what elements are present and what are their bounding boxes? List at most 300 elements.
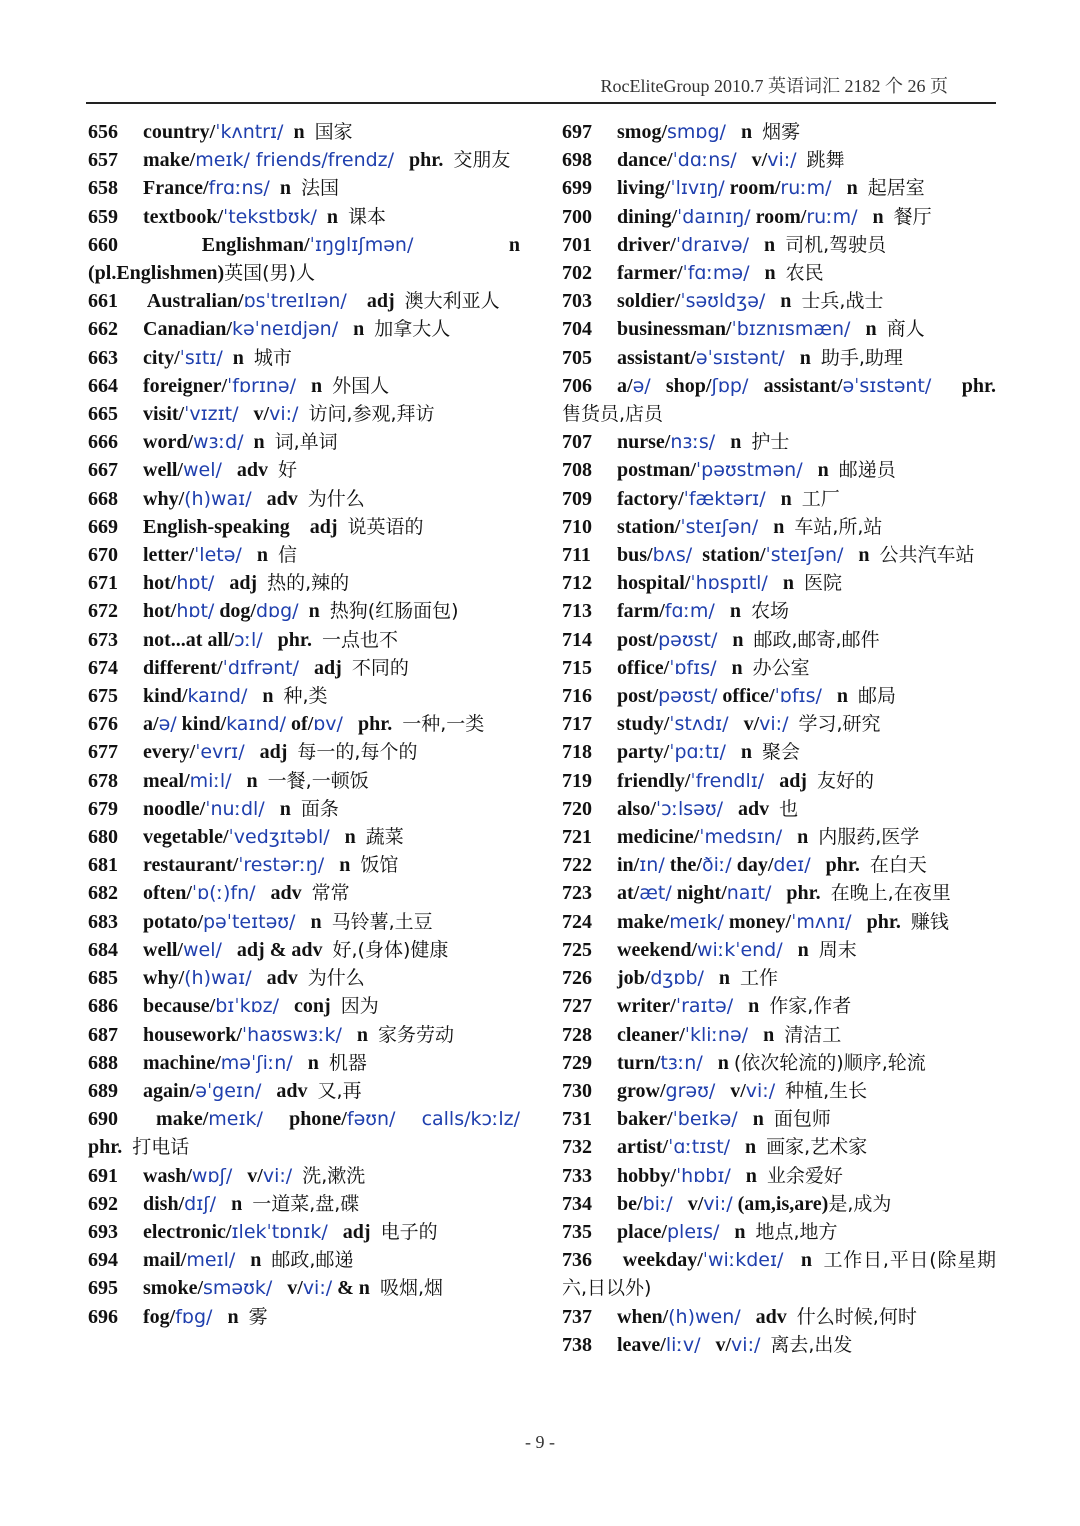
entry-word: France/ — [143, 177, 209, 200]
entry-meaning: 烟雾 — [762, 121, 801, 143]
entry-word: weekday/ — [617, 1249, 703, 1272]
entry-number: 722 — [562, 854, 592, 877]
entry-number: 717 — [562, 713, 592, 736]
entry-phonetic: vi:/ — [759, 713, 789, 736]
entry-word: n — [292, 1051, 329, 1074]
entry-meaning: 常常 — [311, 882, 350, 905]
entry-word: country/ — [143, 121, 216, 143]
entry-phonetic: ˈkliːnə/ — [684, 1023, 749, 1046]
entry-word: adj — [764, 769, 817, 792]
entry-phonetic: ˈraɪtə/ — [675, 995, 734, 1018]
entry-number: 702 — [562, 262, 592, 285]
entry-word: medicine/ — [617, 826, 700, 849]
entry-phonetic: ˈdɪfrənt/ — [222, 656, 300, 679]
entry-number: 665 — [88, 403, 118, 426]
entry-phonetic: wɒʃ/ — [191, 1164, 233, 1187]
vocab-entry — [562, 654, 996, 682]
vocab-entry — [88, 315, 520, 343]
vocab-entry — [562, 879, 996, 907]
entry-word: n — [730, 1164, 767, 1187]
vocab-entry — [562, 1331, 996, 1359]
vocab-entry — [88, 710, 520, 738]
entry-word: baker/ — [617, 1108, 673, 1131]
entry-number: 710 — [562, 515, 592, 538]
entry-word: turn/ — [617, 1051, 661, 1074]
entry-phonetic: liːv/ — [665, 1333, 701, 1356]
vocab-entry — [88, 456, 520, 484]
entry-word: n — [725, 741, 763, 764]
entry-number: 688 — [88, 1051, 118, 1074]
entry-word: factory/ — [617, 487, 684, 510]
entry-word — [760, 1334, 770, 1356]
entry-word: why/ — [143, 967, 185, 990]
entry-number: 731 — [562, 1108, 592, 1131]
vocab-entry — [562, 597, 996, 625]
vocab-entry — [562, 1190, 996, 1218]
vocab-entry — [88, 344, 520, 372]
entry-phonetic: ˈɑːtɪst/ — [668, 1136, 731, 1159]
entry-phonetic: ˈwiːkdeɪ/ — [702, 1249, 784, 1272]
vocab-entry — [562, 372, 996, 428]
entry-meaning: 在晚上,在夜里 — [830, 882, 951, 905]
entry-meaning: 澳大利亚人 — [404, 290, 500, 313]
entry-word: adv — [255, 882, 312, 905]
entry-meaning: 国家 — [314, 121, 353, 143]
entry-word: city/ — [143, 346, 180, 369]
entry-number: 660 — [88, 233, 118, 256]
entry-meaning: 交朋友 — [453, 149, 511, 172]
entry-phonetic: calls/kɔːlz/ — [421, 1108, 521, 1131]
entry-phonetic: ˈbeɪkə/ — [672, 1108, 738, 1131]
entry-number: 711 — [562, 544, 591, 567]
entry-word: kind/ — [143, 685, 188, 708]
entry-meaning: 又,再 — [317, 1079, 362, 1102]
entry-number: 725 — [562, 938, 592, 961]
entry-word: a/ — [143, 713, 159, 736]
entry-word: station/ — [617, 515, 681, 538]
entry-phonetic: tɜːn/ — [660, 1051, 703, 1074]
entry-meaning: 业余爱好 — [766, 1164, 843, 1187]
entry-phonetic: bʌs/ — [652, 544, 693, 567]
entry-phonetic: fəʊn/ — [346, 1108, 396, 1131]
entry-phonetic: kaɪnd/ — [187, 685, 248, 708]
entry-meaning: 蔬菜 — [365, 826, 404, 849]
entry-meaning: 什么时候,何时 — [796, 1305, 917, 1328]
vocab-entry — [562, 851, 996, 879]
entry-word: n — [296, 374, 333, 397]
vocab-entry — [88, 287, 520, 315]
entry-meaning: 邮政,邮递 — [271, 1249, 354, 1272]
entry-number: 692 — [88, 1192, 118, 1215]
entry-word: farm/ — [617, 600, 665, 623]
entry-word: n — [802, 459, 839, 482]
vocab-entry — [88, 908, 520, 936]
vocab-entry — [562, 908, 996, 936]
entry-number: 686 — [88, 995, 118, 1018]
entry-phonetic: grəʊ/ — [665, 1079, 716, 1102]
vocab-entry — [88, 992, 520, 1020]
entry-number: 703 — [562, 290, 592, 313]
vocab-entry — [88, 626, 520, 654]
entry-meaning: 一点也不 — [321, 628, 398, 651]
vocab-entry — [88, 795, 520, 823]
entry-phonetic: ˈhaʊswɜːk/ — [241, 1023, 342, 1046]
entry-word: n — [782, 826, 819, 849]
entry-phonetic: pəʊst/ — [658, 628, 718, 651]
entry-number: 669 — [88, 515, 118, 538]
vocab-entry — [562, 682, 996, 710]
page-number: - 9 - — [525, 1432, 555, 1452]
entry-phonetic: ˈstʌdɪ/ — [669, 713, 729, 736]
entry-word: adj — [214, 572, 268, 595]
right-column — [562, 118, 996, 1359]
entry-number: 663 — [88, 346, 118, 369]
entry-phonetic: ˈfæktərɪ/ — [683, 487, 766, 510]
vocab-entry — [88, 1021, 520, 1049]
vocab-entry — [88, 146, 520, 174]
entry-word: fog/ — [143, 1305, 176, 1328]
vocab-entry — [88, 118, 520, 146]
entry-phonetic: miːl/ — [189, 769, 232, 792]
vocab-entry — [88, 1303, 520, 1331]
entry-meaning: 种植,生长 — [785, 1079, 868, 1102]
entry-meaning: 家务劳动 — [378, 1023, 455, 1046]
entry-meaning: 种,类 — [283, 685, 328, 708]
entry-number: 719 — [562, 769, 592, 792]
entry-word: noodle/ — [143, 797, 206, 820]
entry-meaning: 工厂 — [801, 487, 840, 510]
entry-meaning: 聚会 — [762, 741, 801, 764]
entry-word: v/ — [700, 1333, 732, 1356]
entry-meaning: 机器 — [328, 1051, 367, 1074]
vocab-entry — [88, 485, 520, 513]
vocab-entry — [562, 118, 996, 146]
vocab-entry — [88, 1246, 520, 1274]
entry-word: at/ — [617, 882, 640, 905]
entry-meaning: 是,成为 — [828, 1192, 892, 1215]
entry-meaning: 为什么 — [307, 487, 365, 510]
vocab-entry — [562, 541, 996, 569]
entry-meaning: 马铃薯,土豆 — [331, 910, 433, 933]
entry-meaning: 每一的,每个的 — [297, 741, 418, 764]
entry-word: every/ — [143, 741, 196, 764]
entry-number: 682 — [88, 882, 118, 905]
entry-number: 687 — [88, 1023, 118, 1046]
vocab-entry — [562, 1021, 996, 1049]
entry-word: phone/ — [262, 1108, 347, 1131]
vocab-entry — [562, 964, 996, 992]
entry-meaning: 外国人 — [332, 374, 390, 397]
entry-phonetic: ˈvedʒɪtəbl/ — [228, 826, 330, 849]
entry-word: phr. — [262, 628, 322, 651]
entry-word: adj — [299, 656, 352, 679]
entry-word: room/ — [750, 205, 807, 228]
entry-number: 656 — [88, 121, 118, 143]
entry-word: foreigner/ — [143, 374, 228, 397]
entry-meaning: 护士 — [751, 431, 790, 454]
vocab-entry — [562, 315, 996, 343]
entry-phonetic: ˈɒ(ː)fn/ — [191, 882, 256, 905]
entry-word — [797, 149, 807, 171]
vocab-entry — [88, 879, 520, 907]
entry-word: n — [715, 431, 752, 454]
entry-phonetic: ˈɔːlsəʊ/ — [655, 797, 723, 820]
entry-word: adj & adv — [221, 938, 333, 961]
entry-number: 728 — [562, 1023, 592, 1046]
entry-word: n — [749, 233, 786, 256]
entry-phonetic: deɪ/ — [773, 854, 811, 877]
entry-word: housework/ — [143, 1023, 242, 1046]
entry-meaning: 画家,艺术家 — [766, 1136, 868, 1159]
entry-word: n — [338, 318, 375, 341]
entry-word: kind/ — [176, 713, 227, 736]
entry-phonetic: vi:/ — [731, 1333, 761, 1356]
entry-phonetic: ˈfrendlɪ/ — [690, 769, 765, 792]
entry-word: postman/ — [617, 459, 696, 482]
entry-word: adj — [346, 290, 405, 313]
vocab-entry — [562, 259, 996, 287]
entry-word: n — [784, 346, 821, 369]
entry-phonetic: hɒt/ — [176, 600, 215, 623]
vocab-entry — [562, 287, 996, 315]
entry-meaning: 洗,漱洗 — [302, 1164, 366, 1187]
entry-word: n — [269, 177, 301, 200]
entry-phonetic: ruːm/ — [806, 205, 858, 228]
entry-word: writer/ — [617, 995, 676, 1018]
entry-number: 704 — [562, 318, 592, 341]
vocab-entry — [88, 964, 520, 992]
page-header — [86, 72, 996, 104]
entry-meaning: 加拿大人 — [374, 318, 451, 341]
entry-phonetic: vi:/ — [745, 1079, 776, 1102]
entry-word: a/ — [617, 374, 633, 397]
entry-word: adv — [251, 967, 308, 990]
entry-word: v/ — [232, 1164, 263, 1187]
entry-word: often/ — [143, 882, 192, 905]
vocab-entry — [562, 485, 996, 513]
entry-word: n — [733, 995, 770, 1018]
entry-meaning: (依次轮流的)顺序,轮流 — [733, 1051, 926, 1074]
entry-word: post/ — [617, 628, 659, 651]
vocab-entry — [562, 344, 996, 372]
entry-phonetic: ˈbɪznɪsmæn/ — [731, 318, 851, 341]
entry-number: 715 — [562, 656, 592, 679]
entry-phonetic: ruːm/ — [780, 177, 832, 200]
entry-phonetic: hɒt/ — [176, 572, 215, 595]
entry-meaning: 一道菜,盘,碟 — [252, 1192, 360, 1215]
entry-meaning: 打电话 — [132, 1136, 190, 1159]
entry-phonetic: ˈkʌntrɪ/ — [215, 121, 284, 143]
entry-meaning: 法国 — [300, 177, 339, 200]
entry-phonetic: meɪk/ — [669, 910, 724, 933]
entry-number: 681 — [88, 854, 118, 877]
entry-word: n — [730, 1136, 767, 1159]
vocab-entry — [562, 203, 996, 231]
entry-word: party/ — [617, 741, 670, 764]
entry-word: be/ — [617, 1192, 643, 1215]
vocab-entry — [88, 174, 520, 202]
vocab-entry — [88, 400, 520, 428]
vocab-entry — [88, 1274, 520, 1302]
entry-meaning: 不同的 — [351, 656, 409, 679]
vocab-entry — [88, 823, 520, 851]
vocab-entry — [88, 372, 520, 400]
entry-word: living/ — [617, 177, 671, 200]
entry-word: also/ — [617, 797, 656, 820]
entry-word: n — [235, 1249, 272, 1272]
entry-meaning: 因为 — [340, 995, 379, 1018]
entry-word: hot/ — [143, 600, 177, 623]
entry-phonetic: ˈhɒspɪtl/ — [690, 572, 768, 595]
vocab-entry — [562, 1133, 996, 1161]
entry-number: 671 — [88, 572, 118, 595]
entry-meaning: 邮递员 — [838, 459, 896, 482]
entry-number: 699 — [562, 177, 592, 200]
entry-number: 661 — [88, 290, 118, 313]
entry-word: word/ — [143, 431, 193, 454]
entry-word: Englishman/ — [143, 233, 310, 256]
vocab-entry — [562, 428, 996, 456]
entry-number: 726 — [562, 967, 592, 990]
entry-meaning: 城市 — [253, 346, 292, 369]
entry-word — [298, 403, 308, 425]
entry-word: adv — [261, 1079, 318, 1102]
entry-number: 683 — [88, 910, 118, 933]
entry-number: 723 — [562, 882, 592, 905]
entry-phonetic: frɑːns/ — [208, 177, 270, 200]
entry-number: 672 — [88, 600, 118, 623]
entry-word — [395, 1108, 421, 1130]
entry-word: wash/ — [143, 1164, 192, 1187]
entry-meaning: 内服药,医学 — [818, 826, 920, 849]
entry-word: visit/ — [143, 403, 185, 426]
entry-number: 694 — [88, 1249, 118, 1272]
entry-phonetic: vi:/ — [269, 403, 299, 426]
entry-phonetic: kəˈneɪdjən/ — [231, 318, 339, 341]
vocab-entry — [562, 569, 996, 597]
entry-word: job/ — [617, 967, 651, 990]
entry-phonetic: fɑːm/ — [664, 600, 715, 623]
entry-phonetic: ˈsteɪʃən/ — [765, 544, 844, 567]
vocab-entry — [88, 1218, 520, 1246]
entry-meaning: 售货员,店员 — [562, 403, 664, 426]
entry-number: 696 — [88, 1305, 118, 1328]
entry-word: hospital/ — [617, 572, 691, 595]
entry-phonetic: vi:/ — [703, 1192, 733, 1215]
entry-word: in/ — [617, 854, 640, 877]
entry-phonetic: ˈsɪtɪ/ — [179, 346, 223, 369]
entry-number: 737 — [562, 1305, 592, 1328]
vocab-entry — [562, 174, 996, 202]
vocab-entry — [562, 231, 996, 259]
entry-meaning: 邮局 — [858, 685, 897, 708]
entry-word: businessman/ — [617, 318, 732, 341]
entry-meaning: 雾 — [248, 1305, 268, 1328]
entry-meaning: 饭馆 — [360, 854, 399, 877]
entry-word: n — [216, 1192, 253, 1215]
entry-number: 668 — [88, 487, 118, 510]
entry-word: make/ — [617, 910, 670, 933]
vocab-entry — [562, 767, 996, 795]
entry-word: n — [714, 600, 751, 623]
vocab-entry — [562, 738, 996, 766]
entry-word: grow/ — [617, 1079, 666, 1102]
entry-word: n — [316, 205, 349, 228]
entry-meaning: 词,单词 — [274, 431, 338, 454]
entry-phonetic: wiːkˈend/ — [697, 938, 783, 961]
entry-number: 697 — [562, 121, 592, 143]
entry-meaning: 商人 — [886, 318, 925, 341]
entry-word: potato/ — [143, 910, 203, 933]
entry-phonetic: (h)waɪ/ — [184, 487, 252, 510]
entry-number: 709 — [562, 487, 592, 510]
vocab-entry — [88, 936, 520, 964]
entry-meaning: 离去,出发 — [770, 1333, 853, 1356]
entry-number: 708 — [562, 459, 592, 482]
entry-word: cleaner/ — [617, 1023, 685, 1046]
entry-number: 662 — [88, 318, 118, 341]
entry-meaning: 也 — [779, 797, 799, 820]
entry-number: 724 — [562, 910, 592, 933]
entry-phonetic: dʒɒb/ — [650, 967, 704, 990]
entry-meaning: 电子的 — [380, 1220, 438, 1243]
vocab-entry — [88, 1077, 520, 1105]
entry-phonetic: ˈdɑːns/ — [672, 149, 737, 172]
entry-word: n — [719, 1220, 756, 1243]
entry-phonetic: əˈgeɪn/ — [195, 1079, 262, 1102]
entry-word: machine/ — [143, 1051, 221, 1074]
entry-phonetic: ə/ — [158, 713, 177, 736]
entry-meaning: 信 — [277, 544, 297, 567]
entry-word: smoke/ — [143, 1277, 203, 1300]
entry-meaning: 作家,作者 — [769, 995, 852, 1018]
entry-word: n — [749, 262, 786, 285]
entry-number: 738 — [562, 1333, 592, 1356]
entry-word: of/ — [286, 713, 314, 736]
entry-word: Canadian/ — [143, 318, 232, 341]
entry-phonetic: ˈtekstbʊk/ — [223, 205, 317, 228]
entry-number: 729 — [562, 1051, 592, 1074]
entry-word — [788, 713, 798, 735]
entry-word: leave/ — [617, 1333, 666, 1356]
entry-phonetic: ɒv/ — [313, 713, 343, 736]
entry-phonetic: ˈsəʊldʒə/ — [680, 290, 766, 313]
entry-meaning: 工作日,平日(除星期六,日以外) — [562, 1249, 997, 1300]
entry-word: adj — [327, 1220, 381, 1243]
entry-word: assistant/ — [748, 374, 843, 397]
entry-phonetic: məˈʃiːn/ — [220, 1051, 293, 1074]
entry-word: v/ — [728, 713, 760, 736]
entry-word: place/ — [617, 1220, 667, 1243]
entry-number: 706 — [562, 374, 592, 397]
entry-word: hot/ — [143, 572, 177, 595]
entry-phonetic: meɪl/ — [186, 1249, 236, 1272]
entry-number: 718 — [562, 741, 592, 764]
entry-word: n — [212, 1305, 249, 1328]
entry-meaning: 工作 — [740, 967, 779, 990]
entry-phonetic: ˈevrɪ/ — [195, 741, 245, 764]
entry-word: nurse/ — [617, 431, 671, 454]
entry-phonetic: (h)wen/ — [668, 1305, 741, 1328]
entry-word: n — [782, 938, 819, 961]
entry-word: well/ — [143, 459, 183, 482]
entry-word: textbook/ — [143, 205, 223, 228]
entry-number: 667 — [88, 459, 118, 482]
vocab-entry — [562, 1049, 996, 1077]
entry-phonetic: ˈɒfɪs/ — [774, 685, 822, 708]
vocab-entry — [562, 626, 996, 654]
entry-number: 658 — [88, 177, 118, 200]
